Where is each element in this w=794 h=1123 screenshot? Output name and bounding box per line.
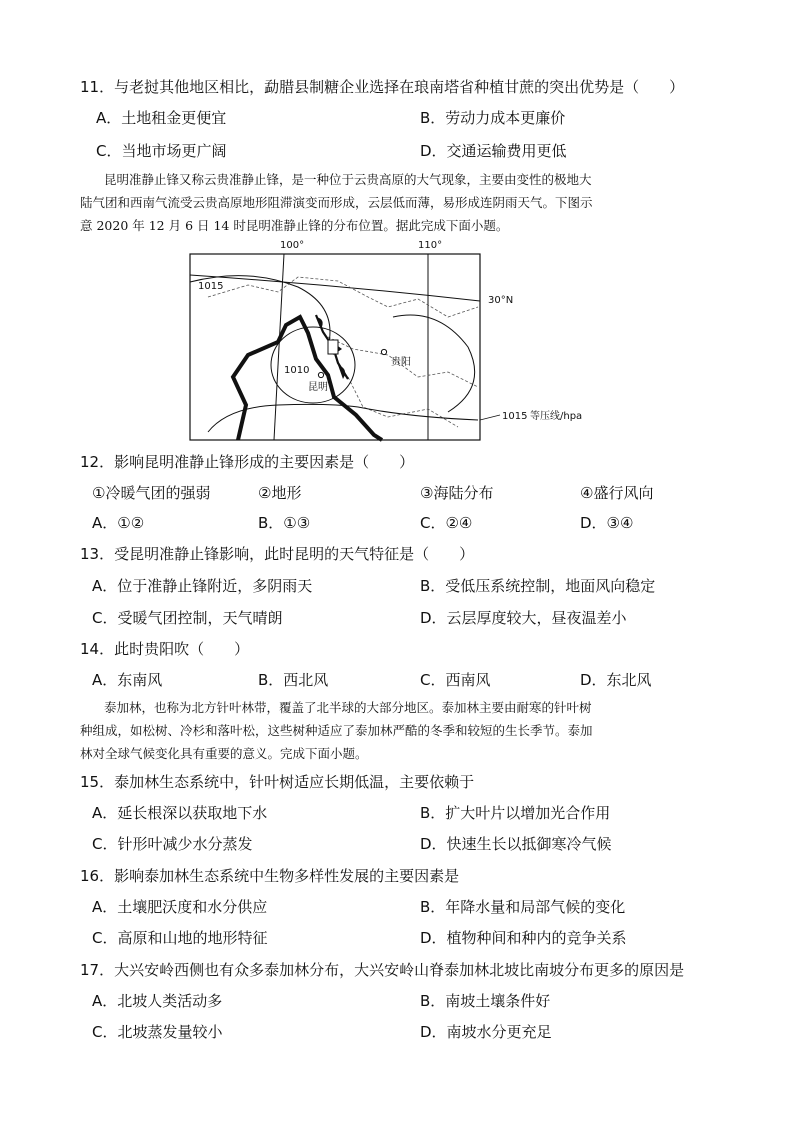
- q11-option-a: A．土地租金更便宜: [96, 109, 227, 127]
- q12-option-c: C．②④: [420, 514, 473, 532]
- isobar-legend-leader: [480, 415, 500, 420]
- q15-option-d: D．快速生长以抵御寒冷气候: [420, 835, 612, 853]
- q16-option-b: B．年降水量和局部气候的变化: [420, 898, 626, 916]
- isobar-1015-south: [208, 404, 478, 432]
- province-boundary-north: [208, 277, 478, 317]
- q16-option-a: A．土壤肥沃度和水分供应: [92, 898, 268, 916]
- q15-option-a: A．延长根深以获取地下水: [92, 804, 268, 822]
- q14-option-c: C．西南风: [420, 671, 491, 689]
- q13-stem: 13．受昆明准静止锋影响，此时昆明的天气特征是（ ）: [80, 545, 475, 563]
- passage2-line2: 种组成，如松树、冷杉和落叶松，这些树种适应了泰加林严酷的冬季和较短的生长季节。泰加: [80, 723, 593, 738]
- q17-option-c: C．北坡蒸发量较小: [92, 1023, 223, 1041]
- parallel-30n: [190, 275, 480, 301]
- country-border: [233, 317, 382, 440]
- q14-stem: 14．此时贵阳吹（ ）: [80, 640, 250, 658]
- passage2-line3: 林对全球气候变化具有重要的意义。完成下面小题。: [80, 746, 368, 761]
- lon-100-label: 100°: [280, 240, 305, 251]
- q12-option-d: D．③④: [580, 514, 634, 532]
- q16-option-c: C．高原和山地的地形特征: [92, 929, 268, 947]
- passage1-line3: 意 2020 年 12 月 6 日 14 时昆明准静止锋的分布位置。据此完成下面小题。: [80, 218, 509, 233]
- q11-option-c: C．当地市场更广阔: [96, 142, 227, 160]
- q12-item-3: ③海陆分布: [420, 484, 494, 502]
- q14-option-d: D．东北风: [580, 671, 652, 689]
- passage1-line1: 昆明准静止锋又称云贵准静止锋，是一种位于云贵高原的大气现象，主要由变性的极地大: [104, 172, 592, 187]
- q13-option-d: D．云层厚度较大，昼夜温差小: [420, 609, 627, 627]
- kunming-marker: [318, 372, 323, 377]
- lat-30n-label: 30°N: [488, 295, 514, 306]
- q13-option-a: A．位于准静止锋附近，多阴雨天: [92, 577, 313, 595]
- q12-option-b: B．①③: [258, 514, 311, 532]
- guiyang-label: 贵阳: [391, 357, 411, 368]
- q15-option-b: B．扩大叶片以增加光合作用: [420, 804, 611, 822]
- front-marker-box: [328, 340, 338, 354]
- passage1-line2: 陆气团和西南气流受云贵高原地形阻滞演变而形成，云层低而薄，易形成连阴雨天气。下图示: [80, 195, 593, 210]
- q17-option-d: D．南坡水分更充足: [420, 1023, 552, 1041]
- q17-stem: 17．大兴安岭西侧也有众多泰加林分布，大兴安岭山脊泰加林北坡比南坡分布更多的原因是: [80, 961, 685, 979]
- isobar-legend: 等压线/hpa: [530, 411, 583, 422]
- q16-stem: 16．影响泰加林生态系统中生物多样性发展的主要因素是: [80, 867, 460, 885]
- q11-option-d: D．交通运输费用更低: [420, 142, 567, 160]
- isobar-1015-left-label: 1015: [198, 281, 224, 292]
- q15-stem: 15．泰加林生态系统中，针叶树适应长期低温，主要依赖于: [80, 773, 475, 791]
- q11-stem: 11．与老挝其他地区相比，勐腊县制糖企业选择在琅南塔省种植甘蔗的突出优势是（ ）: [80, 78, 685, 96]
- q17-option-b: B．南坡土壤条件好: [420, 992, 551, 1010]
- q15-option-c: C．针形叶减少水分蒸发: [92, 835, 253, 853]
- q11-option-b: B．劳动力成本更廉价: [420, 109, 566, 127]
- front-semicircle-2: [338, 365, 345, 379]
- q13-option-b: B．受低压系统控制，地面风向稳定: [420, 577, 656, 595]
- q14-option-a: A．东南风: [92, 671, 163, 689]
- q12-item-2: ②地形: [258, 484, 302, 502]
- passage2-line1: 泰加林，也称为北方针叶林带，覆盖了北半球的大部分地区。泰加林主要由耐寒的针叶树: [104, 700, 592, 715]
- q12-option-a: A．①②: [92, 514, 145, 532]
- q16-option-d: D．植物种间和种内的竞争关系: [420, 929, 627, 947]
- q12-item-1: ①冷暖气团的强弱: [92, 484, 211, 502]
- front-map-figure: [188, 237, 608, 442]
- q13-option-c: C．受暖气团控制，天气晴朗: [92, 609, 283, 627]
- guiyang-marker: [381, 349, 386, 354]
- lon-110-label: 110°: [418, 240, 443, 251]
- q12-stem: 12．影响昆明准静止锋形成的主要因素是（ ）: [80, 453, 415, 471]
- q14-option-b: B．西北风: [258, 671, 329, 689]
- isobar-1010-label: 1010: [284, 365, 310, 376]
- q12-item-4: ④盛行风向: [580, 484, 654, 502]
- province-boundary-south: [348, 377, 458, 427]
- kunming-label: 昆明: [308, 382, 328, 393]
- q17-option-a: A．北坡人类活动多: [92, 992, 223, 1010]
- isobar-1015-right-label: 1015: [502, 411, 528, 422]
